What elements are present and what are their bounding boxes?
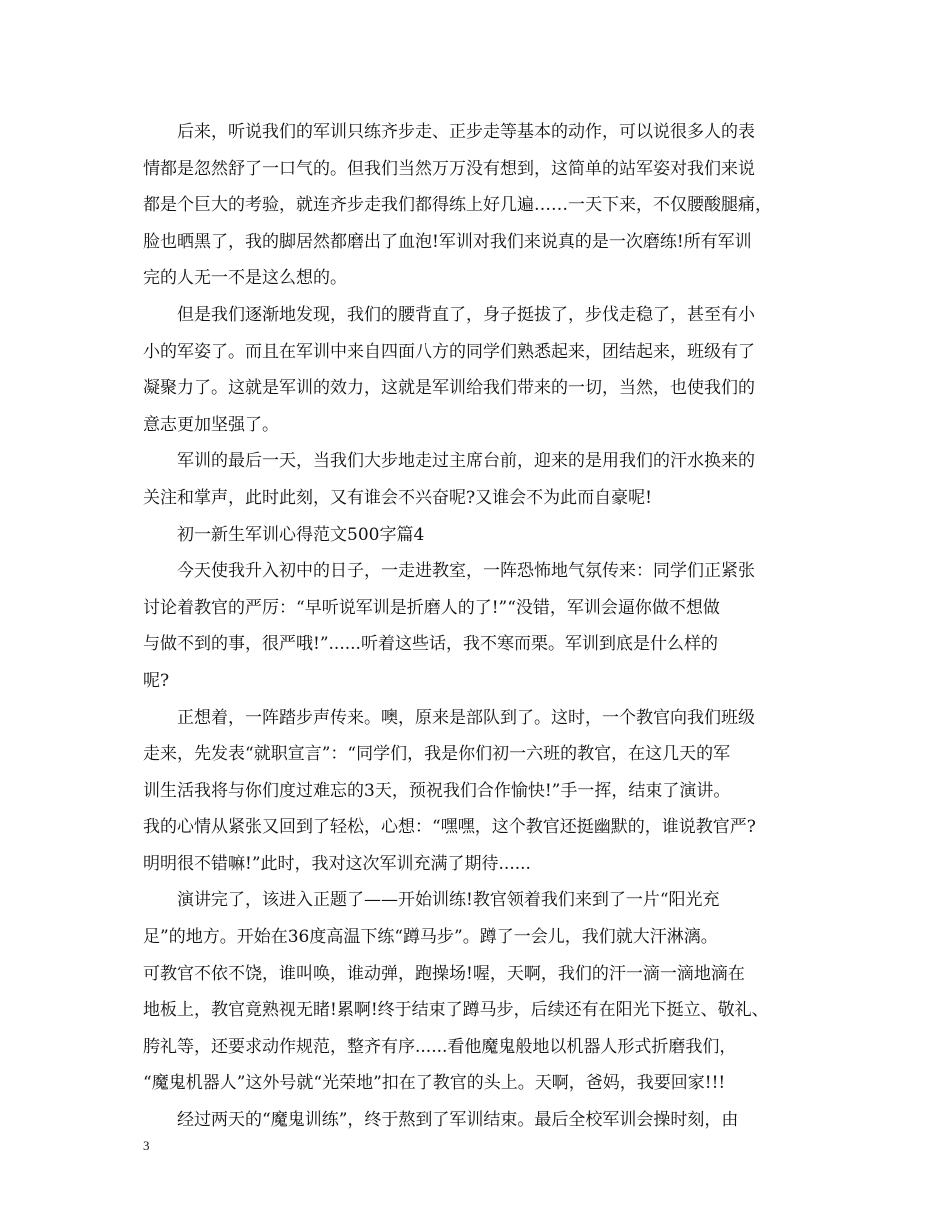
text-line: 凝聚力了。这就是军训的效力，这就是军训给我们带来的一切，当然，也使我们的 <box>143 378 755 399</box>
text-line: 意志更加坚强了。 <box>143 414 279 435</box>
text-line: 但是我们逐渐地发现，我们的腰背直了，身子挺拔了，步伐走稳了，甚至有小 <box>177 304 755 325</box>
text-line: 军训的最后一天，当我们大步地走过主席台前，迎来的是用我们的汗水换来的 <box>177 451 755 472</box>
text-line: 演讲完了，该进入正题了——开始训练!教官领着我们来到了一片“阳光充 <box>177 890 720 911</box>
body-text <box>143 114 809 1139</box>
text-line: 讨论着教官的严厉：“早听说军训是折磨人的了!”“没错，军训会逼你做不想做 <box>143 597 720 618</box>
text-line: 情都是忽然舒了一口气的。但我们当然万万没有想到，这简单的站军姿对我们来说 <box>143 158 755 179</box>
text-line: 小的军姿了。而且在军训中来自四面八方的同学们熟悉起来，团结起来，班级有了 <box>143 341 755 362</box>
text-line: 今天使我升入初中的日子，一走进教室，一阵恐怖地气氛传来：同学们正紧张 <box>177 561 755 582</box>
text-line: 都是个巨大的考验，就连齐步走我们都得练上好几遍……一天下来，不仅腰酸腿痛， <box>143 195 772 216</box>
text-line: 后来，听说我们的军训只练齐步走、正步走等基本的动作，可以说很多人的表 <box>177 122 755 142</box>
text-line: 脸也晒黑了，我的脚居然都磨出了血泡!军训对我们来说真的是一次磨练!所有军训 <box>143 231 752 252</box>
text-line: 走来，先发表“就职宣言”：“同学们，我是你们初一六班的教官，在这几天的军 <box>143 744 731 765</box>
text-line: 训生活我将与你们度过难忘的3天，预祝我们合作愉快!”手一挥，结束了演讲。 <box>143 780 731 801</box>
text-line: 经过两天的“魔鬼训练”，终于熬到了军训结束。最后全校军训会操时刻，由 <box>177 1110 739 1131</box>
text-line: 明明很不错嘛!”此时，我对这次军训充满了期待...... <box>143 853 531 874</box>
text-line: 正想着，一阵踏步声传来。噢，原来是部队到了。这时，一个教官向我们班级 <box>177 707 755 728</box>
text-line: 呢? <box>143 670 170 691</box>
text-line: 胯礼等，还要求动作规范，整齐有序......看他魔鬼般地以机器人形式折磨我们， <box>143 1036 737 1057</box>
text-line: 关注和掌声，此时此刻，又有谁会不兴奋呢?又谁会不为此而自豪呢! <box>143 487 652 508</box>
text-line: “魔鬼机器人”这外号就“光荣地”扣在了教官的头上。天啊，爸妈，我要回家!!! <box>143 1073 726 1094</box>
text-line: 完的人无一不是这么想的。 <box>143 268 347 289</box>
text-line: 初一新生军训心得范文500字篇4 <box>177 524 425 545</box>
text-line: 我的心情从紧张又回到了轻松，心想：“嘿嘿，这个教官还挺幽默的，谁说教官严? <box>143 817 756 838</box>
text-line: 与做不到的事，很严哦!”......听着这些话，我不寒而栗。军训到底是什么样的 <box>143 634 718 655</box>
text-line: 可教官不依不饶，谁叫唤，谁动弹，跑操场!喔，天啊，我们的汗一滴一滴地滴在 <box>143 963 745 984</box>
text-line: 足”的地方。开始在36度高温下练“蹲马步”。蹲了一会儿，我们就大汗淋漓。 <box>143 927 718 948</box>
text-line: 地板上，教官竟熟视无睹!累啊!终于结束了蹲马步，后续还有在阳光下挺立、敬礼、 <box>143 1000 769 1021</box>
page-number: 3 <box>143 1138 150 1153</box>
